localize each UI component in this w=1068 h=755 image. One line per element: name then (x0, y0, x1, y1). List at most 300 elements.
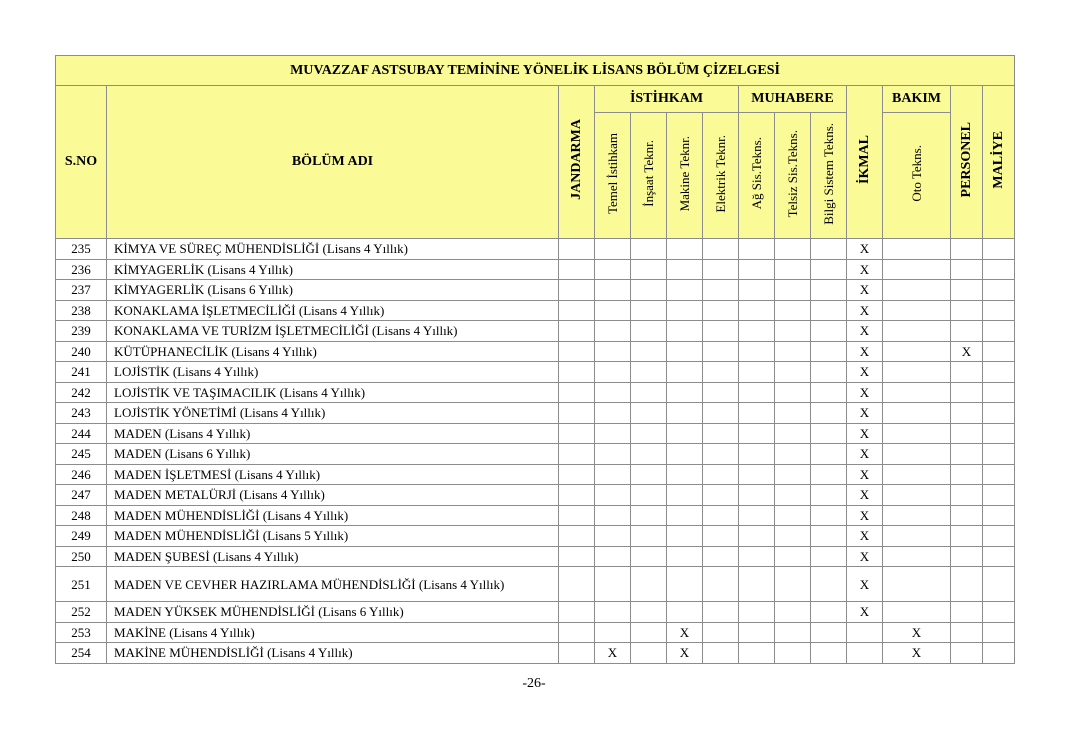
subheader-makine: Makine Teknr. (667, 113, 703, 239)
mark-cell (951, 643, 983, 664)
mark-cell (775, 444, 811, 465)
mark-cell (703, 300, 739, 321)
mark-cell (775, 485, 811, 506)
mark-cell (883, 464, 951, 485)
subheader-oto: Oto Tekns. (883, 113, 951, 239)
mark-cell (739, 239, 775, 260)
mark-cell (703, 259, 739, 280)
mark-cell (559, 526, 595, 547)
row-sno: 237 (56, 280, 107, 301)
mark-cell (595, 505, 631, 526)
mark-cell (847, 643, 883, 664)
mark-cell (951, 567, 983, 602)
mark-cell (631, 403, 667, 424)
header-sno: S.NO (56, 86, 107, 239)
mark-cell (739, 567, 775, 602)
mark-cell: X (847, 505, 883, 526)
mark-cell (739, 546, 775, 567)
mark-cell: X (595, 643, 631, 664)
mark-cell (811, 622, 847, 643)
mark-cell (667, 239, 703, 260)
mark-cell (951, 403, 983, 424)
mark-cell (775, 622, 811, 643)
header-maliye: MALİYE (983, 86, 1015, 239)
mark-cell (703, 643, 739, 664)
header-jandarma: JANDARMA (559, 86, 595, 239)
mark-cell (883, 362, 951, 383)
mark-cell: X (847, 300, 883, 321)
mark-cell (883, 567, 951, 602)
mark-cell (883, 382, 951, 403)
mark-cell (775, 362, 811, 383)
mark-cell (739, 382, 775, 403)
row-name: KONAKLAMA İŞLETMECİLİĞİ (Lisans 4 Yıllık) (107, 300, 559, 321)
mark-cell (811, 444, 847, 465)
mark-cell (951, 485, 983, 506)
table-title: MUVAZZAF ASTSUBAY TEMİNİNE YÖNELİK LİSANS BÖLÜM ÇİZELGESİ (56, 56, 1015, 86)
mark-cell (811, 546, 847, 567)
mark-cell (703, 403, 739, 424)
mark-cell (595, 622, 631, 643)
mark-cell (811, 280, 847, 301)
header-bolum-adi: BÖLÜM ADI (107, 86, 559, 239)
mark-cell (951, 444, 983, 465)
mark-cell (739, 362, 775, 383)
row-name: KONAKLAMA VE TURİZM İŞLETMECİLİĞİ (Lisans 4 Yıllık) (107, 321, 559, 342)
mark-cell: X (847, 259, 883, 280)
subheader-telsiz: Telsiz Sis.Tekns. (775, 113, 811, 239)
mark-cell (667, 362, 703, 383)
page-number: -26- (522, 676, 546, 691)
row-sno: 247 (56, 485, 107, 506)
mark-cell (667, 444, 703, 465)
mark-cell (559, 567, 595, 602)
subheader-elektrik: Elektrik Teknr. (703, 113, 739, 239)
mark-cell: X (667, 643, 703, 664)
mark-cell (811, 505, 847, 526)
mark-cell (559, 403, 595, 424)
mark-cell (559, 622, 595, 643)
mark-cell (703, 362, 739, 383)
mark-cell (631, 444, 667, 465)
mark-cell (983, 464, 1015, 485)
mark-cell (703, 321, 739, 342)
subheader-insaat: İnşaat Teknr. (631, 113, 667, 239)
mark-cell (631, 567, 667, 602)
row-name: MAKİNE MÜHENDİSLİĞİ (Lisans 4 Yıllık) (107, 643, 559, 664)
mark-cell (667, 321, 703, 342)
mark-cell (667, 403, 703, 424)
mark-cell (847, 622, 883, 643)
mark-cell (631, 423, 667, 444)
row-name: MADEN VE CEVHER HAZIRLAMA MÜHENDİSLİĞİ (Lisans 4 Yıllık) (107, 567, 559, 602)
mark-cell: X (847, 280, 883, 301)
mark-cell (811, 403, 847, 424)
mark-cell (667, 300, 703, 321)
mark-cell (883, 505, 951, 526)
mark-cell (951, 280, 983, 301)
mark-cell (983, 341, 1015, 362)
mark-cell (951, 505, 983, 526)
mark-cell (739, 622, 775, 643)
mark-cell (631, 239, 667, 260)
row-sno: 236 (56, 259, 107, 280)
mark-cell (739, 259, 775, 280)
mark-cell (559, 444, 595, 465)
mark-cell: X (951, 341, 983, 362)
mark-cell (775, 280, 811, 301)
mark-cell (703, 526, 739, 547)
mark-cell (739, 280, 775, 301)
mark-cell (775, 505, 811, 526)
mark-cell (703, 239, 739, 260)
mark-cell (739, 464, 775, 485)
mark-cell (559, 362, 595, 383)
mark-cell (775, 403, 811, 424)
mark-cell (595, 300, 631, 321)
mark-cell (559, 300, 595, 321)
mark-cell (883, 280, 951, 301)
mark-cell (595, 382, 631, 403)
mark-cell (739, 321, 775, 342)
mark-cell (703, 464, 739, 485)
mark-cell (703, 546, 739, 567)
mark-cell (951, 259, 983, 280)
row-sno: 238 (56, 300, 107, 321)
mark-cell (739, 643, 775, 664)
mark-cell (775, 464, 811, 485)
mark-cell (983, 321, 1015, 342)
mark-cell (559, 602, 595, 623)
mark-cell (983, 444, 1015, 465)
mark-cell (951, 239, 983, 260)
mark-cell (883, 423, 951, 444)
mark-cell (951, 423, 983, 444)
mark-cell (951, 382, 983, 403)
mark-cell (739, 505, 775, 526)
mark-cell (667, 567, 703, 602)
mark-cell (631, 280, 667, 301)
mark-cell (775, 643, 811, 664)
mark-cell (595, 259, 631, 280)
mark-cell (883, 526, 951, 547)
mark-cell (559, 280, 595, 301)
mark-cell (775, 341, 811, 362)
mark-cell: X (847, 321, 883, 342)
mark-cell (559, 546, 595, 567)
mark-cell (703, 602, 739, 623)
mark-cell (883, 546, 951, 567)
mark-cell (983, 602, 1015, 623)
mark-cell (739, 341, 775, 362)
row-name: MADEN MÜHENDİSLİĞİ (Lisans 5 Yıllık) (107, 526, 559, 547)
row-sno: 241 (56, 362, 107, 383)
row-sno: 248 (56, 505, 107, 526)
mark-cell (631, 382, 667, 403)
row-sno: 253 (56, 622, 107, 643)
mark-cell (983, 300, 1015, 321)
mark-cell (739, 602, 775, 623)
mark-cell (983, 362, 1015, 383)
mark-cell (595, 423, 631, 444)
mark-cell: X (883, 622, 951, 643)
header-personel: PERSONEL (951, 86, 983, 239)
mark-cell: X (847, 362, 883, 383)
row-sno: 250 (56, 546, 107, 567)
mark-cell (983, 505, 1015, 526)
mark-cell (595, 464, 631, 485)
mark-cell (883, 403, 951, 424)
mark-cell (983, 567, 1015, 602)
row-sno: 252 (56, 602, 107, 623)
mark-cell (983, 403, 1015, 424)
mark-cell (595, 567, 631, 602)
mark-cell (559, 485, 595, 506)
mark-cell (595, 546, 631, 567)
mark-cell (883, 321, 951, 342)
mark-cell (703, 280, 739, 301)
mark-cell (811, 362, 847, 383)
header-muhabere: MUHABERE (739, 86, 847, 113)
mark-cell (703, 382, 739, 403)
mark-cell: X (847, 526, 883, 547)
mark-cell (703, 567, 739, 602)
mark-cell (951, 300, 983, 321)
mark-cell (667, 546, 703, 567)
mark-cell: X (847, 403, 883, 424)
mark-cell (951, 602, 983, 623)
mark-cell (775, 602, 811, 623)
mark-cell (631, 526, 667, 547)
mark-cell (883, 602, 951, 623)
mark-cell (983, 622, 1015, 643)
mark-cell (775, 321, 811, 342)
mark-cell (739, 485, 775, 506)
mark-cell: X (883, 643, 951, 664)
mark-cell (983, 382, 1015, 403)
mark-cell (631, 602, 667, 623)
mark-cell (595, 526, 631, 547)
mark-cell (739, 423, 775, 444)
row-name: MADEN YÜKSEK MÜHENDİSLİĞİ (Lisans 6 Yıllık) (107, 602, 559, 623)
row-name: MADEN (Lisans 4 Yıllık) (107, 423, 559, 444)
mark-cell (559, 321, 595, 342)
row-sno: 240 (56, 341, 107, 362)
mark-cell (883, 485, 951, 506)
row-sno: 244 (56, 423, 107, 444)
row-sno: 245 (56, 444, 107, 465)
mark-cell (811, 382, 847, 403)
mark-cell (883, 239, 951, 260)
mark-cell (631, 300, 667, 321)
row-name: KİMYAGERLİK (Lisans 4 Yıllık) (107, 259, 559, 280)
row-sno: 242 (56, 382, 107, 403)
row-name: MADEN MÜHENDİSLİĞİ (Lisans 4 Yıllık) (107, 505, 559, 526)
mark-cell (811, 239, 847, 260)
mark-cell (631, 341, 667, 362)
mark-cell (983, 280, 1015, 301)
subheader-ag: Ağ Sis.Tekns. (739, 113, 775, 239)
row-name: LOJİSTİK VE TAŞIMACILIK (Lisans 4 Yıllık) (107, 382, 559, 403)
mark-cell: X (847, 602, 883, 623)
mark-cell (811, 567, 847, 602)
mark-cell (595, 403, 631, 424)
mark-cell (775, 239, 811, 260)
mark-cell (595, 444, 631, 465)
mark-cell (811, 464, 847, 485)
mark-cell (667, 423, 703, 444)
mark-cell (631, 505, 667, 526)
mark-cell (667, 505, 703, 526)
row-name: LOJİSTİK (Lisans 4 Yıllık) (107, 362, 559, 383)
mark-cell (631, 464, 667, 485)
mark-cell (775, 567, 811, 602)
mark-cell (883, 300, 951, 321)
mark-cell (983, 485, 1015, 506)
mark-cell (811, 259, 847, 280)
mark-cell (883, 259, 951, 280)
mark-cell (951, 546, 983, 567)
row-name: MADEN METALÜRJİ (Lisans 4 Yıllık) (107, 485, 559, 506)
row-sno: 251 (56, 567, 107, 602)
mark-cell (811, 526, 847, 547)
mark-cell (811, 643, 847, 664)
mark-cell (739, 300, 775, 321)
mark-cell (983, 259, 1015, 280)
row-sno: 243 (56, 403, 107, 424)
mark-cell (983, 546, 1015, 567)
mark-cell (775, 300, 811, 321)
mark-cell (595, 485, 631, 506)
mark-cell: X (667, 622, 703, 643)
mark-cell (883, 341, 951, 362)
mark-cell (983, 643, 1015, 664)
mark-cell (883, 444, 951, 465)
mark-cell (631, 643, 667, 664)
header-ikmal: İKMAL (847, 86, 883, 239)
mark-cell (595, 341, 631, 362)
mark-cell (631, 321, 667, 342)
mark-cell (775, 526, 811, 547)
header-istihkam: İSTİHKAM (595, 86, 739, 113)
mark-cell (775, 423, 811, 444)
mark-cell (595, 602, 631, 623)
mark-cell (811, 485, 847, 506)
mark-cell (631, 546, 667, 567)
mark-cell (595, 362, 631, 383)
mark-cell (951, 622, 983, 643)
mark-cell (631, 362, 667, 383)
mark-cell (667, 526, 703, 547)
header-bakim: BAKIM (883, 86, 951, 113)
mark-cell (631, 622, 667, 643)
mark-cell: X (847, 444, 883, 465)
mark-cell (983, 239, 1015, 260)
row-sno: 249 (56, 526, 107, 547)
mark-cell (559, 505, 595, 526)
row-sno: 246 (56, 464, 107, 485)
mark-cell (703, 622, 739, 643)
mark-cell (811, 602, 847, 623)
mark-cell: X (847, 341, 883, 362)
bolum-table (55, 55, 1015, 664)
mark-cell (559, 239, 595, 260)
mark-cell: X (847, 239, 883, 260)
mark-cell (983, 526, 1015, 547)
mark-cell (631, 259, 667, 280)
mark-cell (951, 321, 983, 342)
row-name: MADEN İŞLETMESİ (Lisans 4 Yıllık) (107, 464, 559, 485)
mark-cell (951, 464, 983, 485)
mark-cell (703, 444, 739, 465)
row-name: MADEN (Lisans 6 Yıllık) (107, 444, 559, 465)
mark-cell (739, 526, 775, 547)
mark-cell (811, 300, 847, 321)
subheader-bilgi: Bilgi Sistem Tekns. (811, 113, 847, 239)
mark-cell (559, 341, 595, 362)
mark-cell (811, 321, 847, 342)
subheader-temel-istihkam: Temel İstihkam (595, 113, 631, 239)
row-sno: 239 (56, 321, 107, 342)
mark-cell (775, 546, 811, 567)
mark-cell (703, 341, 739, 362)
mark-cell (667, 280, 703, 301)
mark-cell: X (847, 423, 883, 444)
mark-cell (667, 602, 703, 623)
mark-cell (667, 259, 703, 280)
row-name: KÜTÜPHANECİLİK (Lisans 4 Yıllık) (107, 341, 559, 362)
row-sno: 235 (56, 239, 107, 260)
mark-cell (739, 403, 775, 424)
mark-cell (739, 444, 775, 465)
mark-cell (703, 423, 739, 444)
mark-cell (595, 321, 631, 342)
row-name: LOJİSTİK YÖNETİMİ (Lisans 4 Yıllık) (107, 403, 559, 424)
mark-cell (559, 643, 595, 664)
mark-cell (667, 464, 703, 485)
mark-cell (983, 423, 1015, 444)
row-name: MADEN ŞUBESİ (Lisans 4 Yıllık) (107, 546, 559, 567)
row-name: KİMYA VE SÜREÇ MÜHENDİSLİĞİ (Lisans 4 Yıllık) (107, 239, 559, 260)
mark-cell (775, 382, 811, 403)
row-name: MAKİNE (Lisans 4 Yıllık) (107, 622, 559, 643)
mark-cell (951, 362, 983, 383)
mark-cell (667, 341, 703, 362)
mark-cell: X (847, 546, 883, 567)
mark-cell (667, 485, 703, 506)
mark-cell (951, 526, 983, 547)
mark-cell: X (847, 567, 883, 602)
mark-cell (559, 464, 595, 485)
mark-cell (703, 485, 739, 506)
mark-cell (811, 423, 847, 444)
mark-cell (559, 382, 595, 403)
mark-cell (559, 259, 595, 280)
mark-cell (631, 485, 667, 506)
mark-cell (667, 382, 703, 403)
mark-cell: X (847, 382, 883, 403)
mark-cell (559, 423, 595, 444)
mark-cell (775, 259, 811, 280)
row-name: KİMYAGERLİK (Lisans 6 Yıllık) (107, 280, 559, 301)
mark-cell: X (847, 485, 883, 506)
mark-cell: X (847, 464, 883, 485)
row-sno: 254 (56, 643, 107, 664)
mark-cell (595, 239, 631, 260)
mark-cell (703, 505, 739, 526)
mark-cell (595, 280, 631, 301)
mark-cell (811, 341, 847, 362)
